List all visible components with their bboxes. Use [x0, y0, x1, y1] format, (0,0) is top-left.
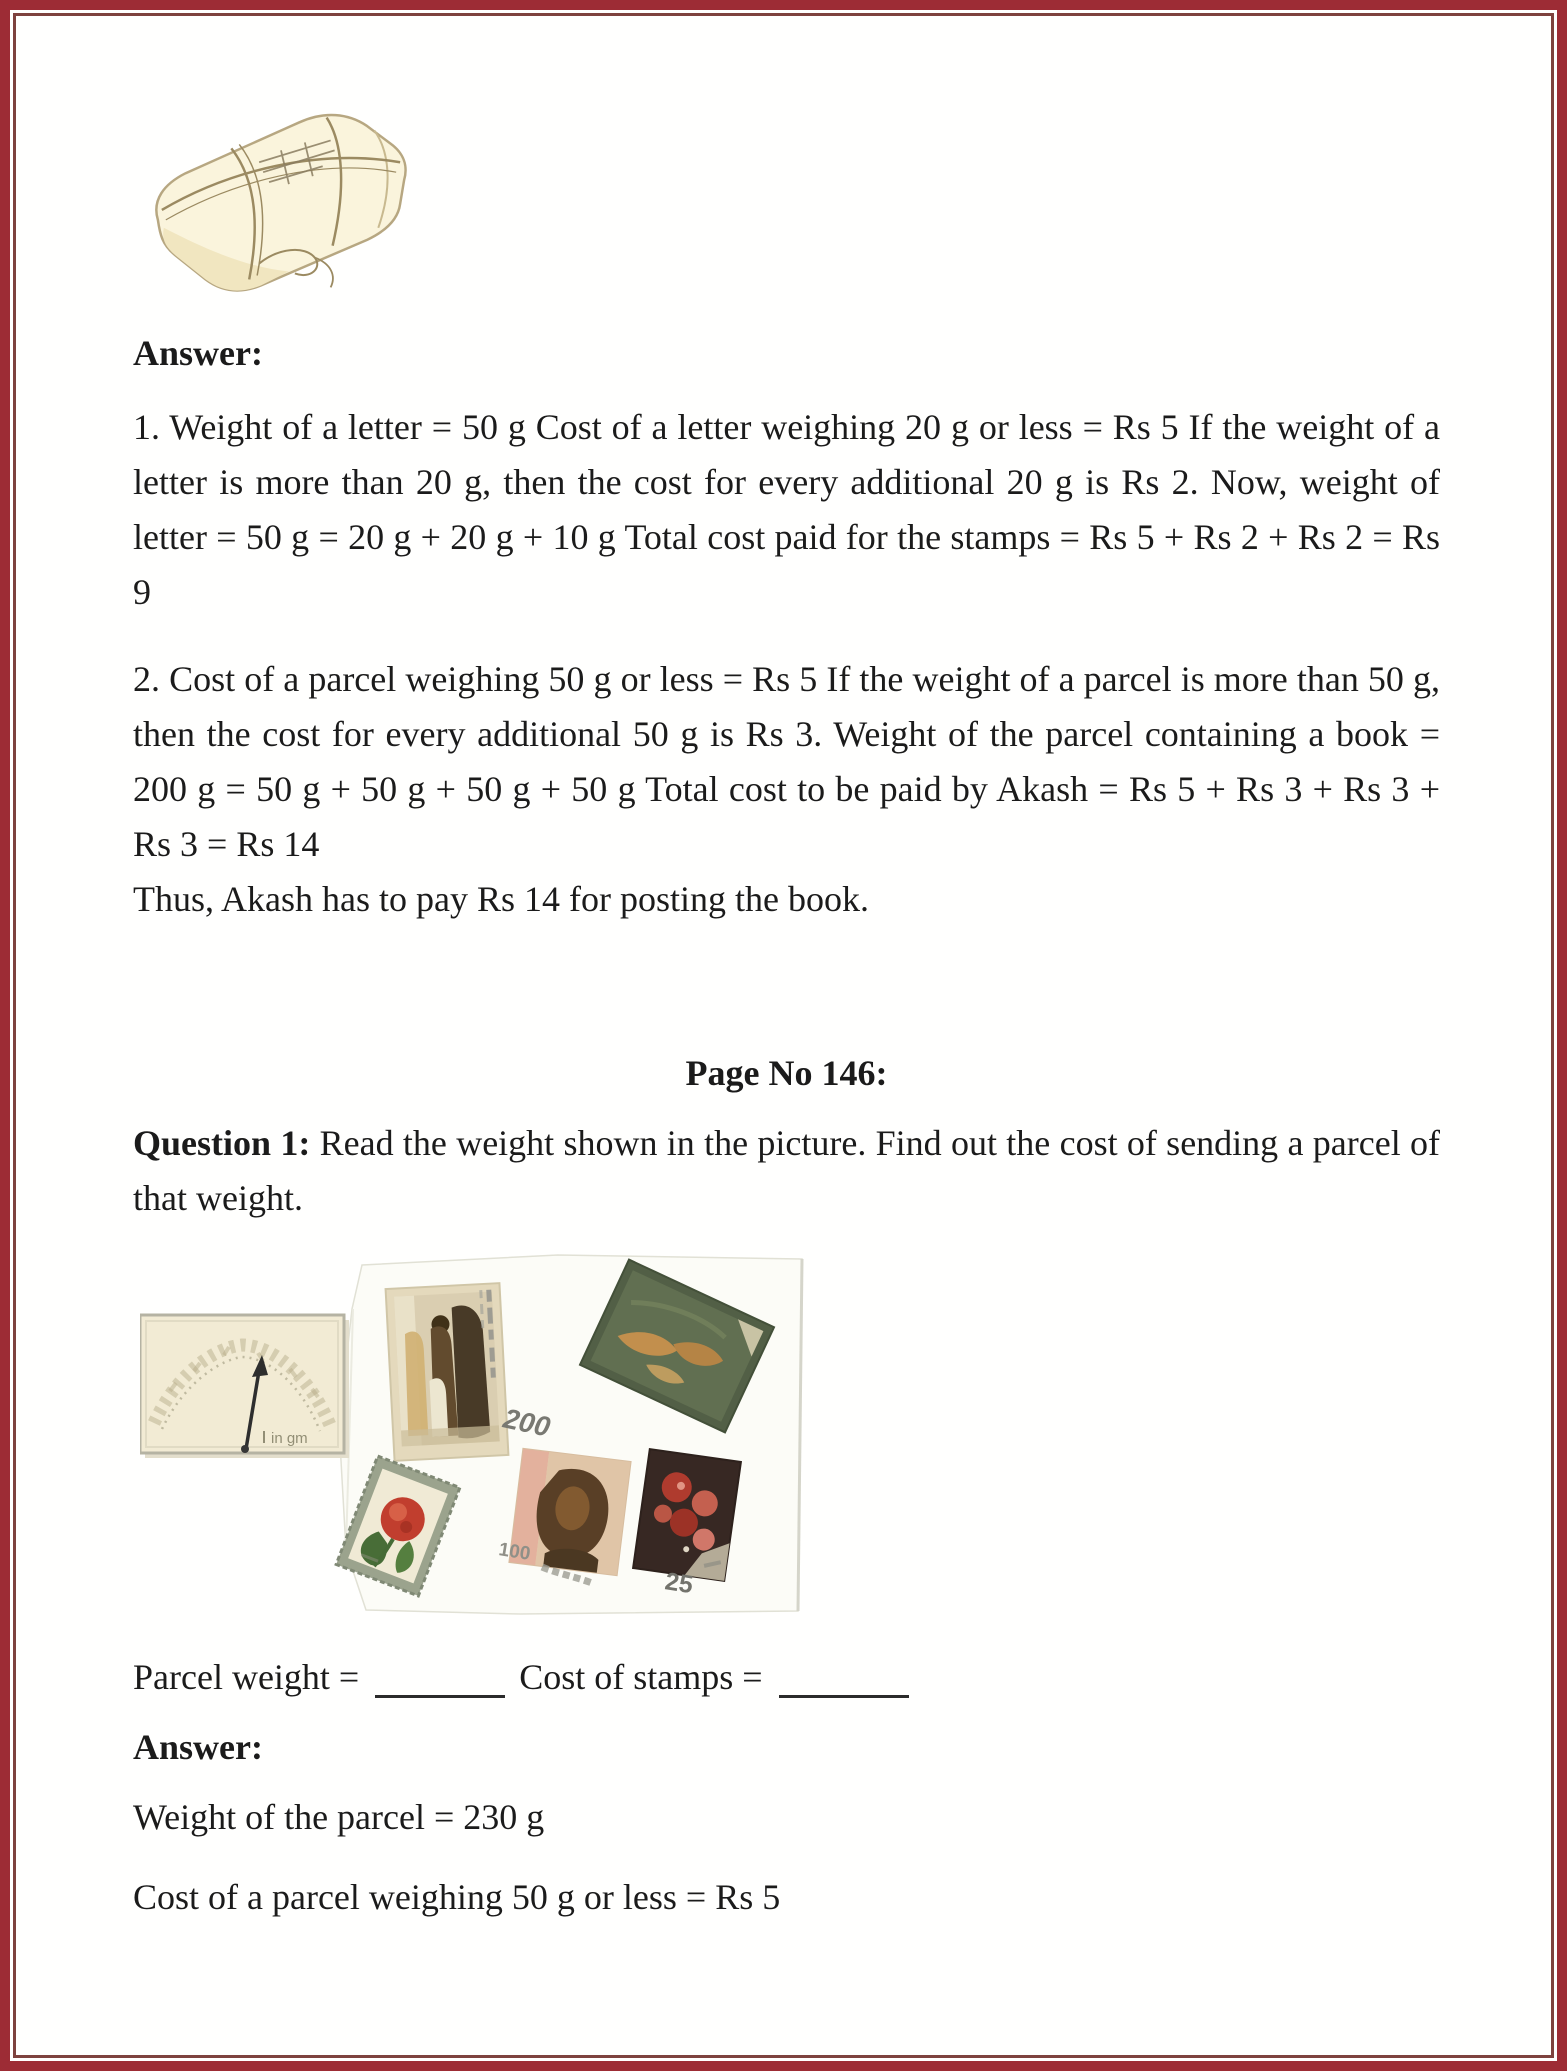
cost-of-stamps-label: Cost of stamps =	[519, 1657, 763, 1697]
question-text: Read the weight shown in the picture. Find out the cost of sending a parcel of that weight.	[133, 1123, 1440, 1218]
cost-of-stamps-blank	[779, 1653, 909, 1698]
answer-heading-1: Answer:	[133, 333, 263, 373]
scale-unit-label: in gm	[271, 1430, 308, 1447]
question-paragraph	[133, 1116, 1440, 1226]
answer-line-weight: Weight of the parcel = 230 g	[133, 1797, 545, 1837]
solution-conclusion: Thus, Akash has to pay Rs 14 for posting the book.	[133, 879, 869, 919]
solution-paragraph-1: 1. Weight of a letter = 50 g Cost of a letter weighing 20 g or less = Rs 5 If the weight of a letter is more than 20 g, then the cost for every additional 20 g is Rs 2. Now, weight of letter = 50 g = 20 g + 20 g + 10 g Total cost paid for the stamps = Rs 5 + Rs 2 + Rs 2 = Rs 9	[133, 407, 1440, 612]
page-number-heading: Page No 146:	[685, 1053, 888, 1093]
solution-paragraph-2: 2. Cost of a parcel weighing 50 g or less = Rs 5 If the weight of a parcel is more than 50 g, then the cost for every additional 50 g is Rs 3. Weight of the parcel containing a book = 200 g = 50 g + 50 g + 50 g + 50 g Total cost to be paid by Akash = Rs 5 + Rs 3 + Rs 3 + Rs 3 = Rs 14	[133, 659, 1440, 864]
stamp-family	[386, 1283, 509, 1461]
fill-blank-line	[133, 1650, 1440, 1705]
weighing-scale-illustration	[140, 1315, 349, 1458]
stamp-denomination-100: 100	[497, 1539, 532, 1565]
question-label: Question 1:	[133, 1123, 311, 1163]
stamp-dark-flowers	[633, 1449, 741, 1581]
parcel-illustration	[140, 100, 418, 300]
parcel-weight-blank	[375, 1653, 505, 1698]
answer-line-cost: Cost of a parcel weighing 50 g or less = Rs 5	[133, 1877, 781, 1917]
answer-heading-2: Answer:	[133, 1727, 263, 1767]
scale-and-stamps-photo	[140, 1253, 830, 1615]
stamp-denomination-25: 25	[663, 1567, 695, 1600]
parcel-weight-label: Parcel weight =	[133, 1657, 360, 1697]
stamp-denomination-200: 200	[500, 1402, 553, 1443]
